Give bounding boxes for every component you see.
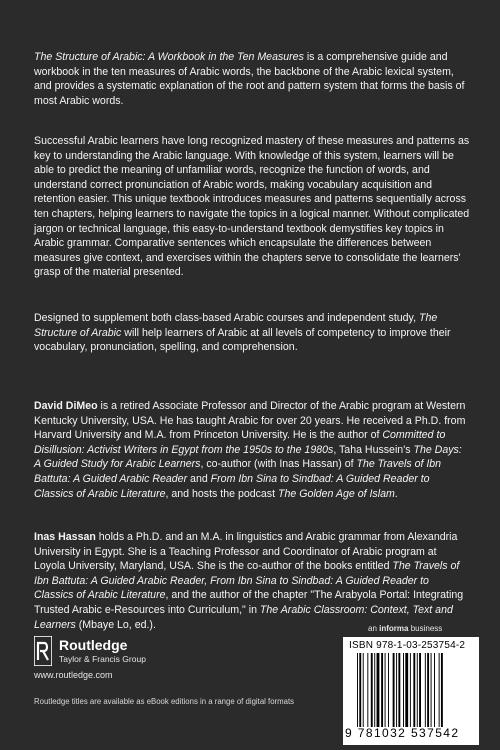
bio-text: , and the author of the chapter "The Arabyola Portal: Integrating Trusted Arabic e-Resources into Curriculum," in — [34, 589, 464, 616]
publisher-name: Routledge — [59, 637, 128, 653]
publisher-website: www.routledge.com — [34, 670, 113, 680]
isbn-label: ISBN 978-1-03-253754-2 — [349, 640, 466, 651]
ebook-note: Routledge titles are available as eBook editions in a range of digital formats — [34, 697, 295, 706]
book-title-italic: The Days: A Guided Study for Arabic Learners — [34, 443, 462, 471]
book-title-italic: The Travels of Ibn Battuta: A Guided Arabic Reader, From Ibn Sina to Sindbad: A Guided Reader to Classics of Arabic Literature — [34, 560, 460, 602]
author-name: Inas Hassan — [34, 531, 96, 543]
informa-brand: informa — [379, 624, 409, 633]
barcode-icon — [357, 653, 475, 731]
book-title-italic: From Ibn Sina to Sindbad: A Guided Reader to Classics of Arabic Literature — [34, 472, 430, 500]
paragraph-text: is a comprehensive guide and workbook in the ten measures of Arabic words, the backbone of the Arabic lexical system, and provides a systematic explanation of the root and pattern system that forms the basis of most Arabic words. — [34, 51, 465, 107]
book-title-italic: Committed to Disillusion: Activist Writers in Egypt from the 1950s to the 1980s — [34, 429, 446, 456]
bio-text: . — [394, 487, 398, 500]
book-title-italic: The Travels of Ibn Battuta: A Guided Arabic Reader — [34, 458, 442, 485]
publisher-group: Taylor & Francis Group — [59, 654, 146, 664]
bio-text: , and hosts the podcast — [165, 487, 278, 500]
bio-text: and — [187, 472, 211, 485]
bio-text: is a retired Associate Professor and Director of the Arabic program at Western Kentucky University, USA. He has taught Arabic for over 20 years. He received a Ph.D. from Harvard University and M.A. from Princeton University. He is the author of — [34, 400, 466, 442]
author-bio-hassan — [34, 530, 470, 632]
book-title-italic: The Structure of Arabic — [34, 312, 438, 339]
informa-business-label — [368, 624, 442, 633]
bio-text: (Mbaye Lo, ed.). — [75, 618, 156, 631]
bio-text: , Taha Hussein's — [333, 443, 414, 456]
barcode-digits: 9 781032 537542 — [345, 726, 460, 740]
author-name: David DiMeo — [34, 400, 98, 412]
book-title-italic: The Structure of Arabic: A Workbook in the Ten Measures — [34, 51, 304, 63]
podcast-title-italic: The Golden Age of Islam — [278, 487, 395, 500]
bio-text: , co-author (with Inas Hassan) of — [200, 458, 357, 471]
barcode-panel — [343, 637, 479, 745]
description-paragraph-3 — [34, 311, 470, 355]
routledge-r-icon — [34, 636, 52, 666]
bio-text: holds a Ph.D. and an M.A. in linguistics and Arabic grammar from Alexandria University in Egypt. She is a Teaching Professor and Coordinator of Arabic program at Loyola University, Maryland, USA. She is the co-author of the books entitled — [34, 531, 458, 573]
description-paragraph-1 — [34, 50, 470, 108]
author-bio-dimeo — [34, 399, 470, 501]
routledge-logo — [34, 634, 194, 670]
book-title-italic: The Arabic Classroom: Context, Text and Learners — [34, 603, 453, 631]
paragraph-text: will help learners of Arabic at all levels of competency to improve their vocabulary, pronunciation, spelling, and comprehension. — [34, 326, 451, 354]
paragraph-text: Designed to supplement both class-based Arabic courses and independent study, — [34, 312, 419, 324]
description-paragraph-2: Successful Arabic learners have long recognized mastery of these measures and patterns as key to understanding the Arabic language. With knowledge of this system, learners will be able to predict the meaning of unfamiliar words, recognize the function of words, and understand correct pronunciation of Arabic words, making vocabulary acquisition and retention easier. This unique textbook introduces measures and patterns sequentially across ten chapters, helping learners to navigate the topics in a logical manner. Without complicated jargon or technical language, this easy-to-understand textbook demystifies key topics in Arabic grammar. Comparative sentences which encapsulate the differences between measures give context, and exercises within the chapters serve to consolidate the learners' grasp of the material presented. — [34, 135, 470, 279]
informa-text: business — [408, 624, 443, 633]
informa-text: an — [368, 624, 380, 633]
